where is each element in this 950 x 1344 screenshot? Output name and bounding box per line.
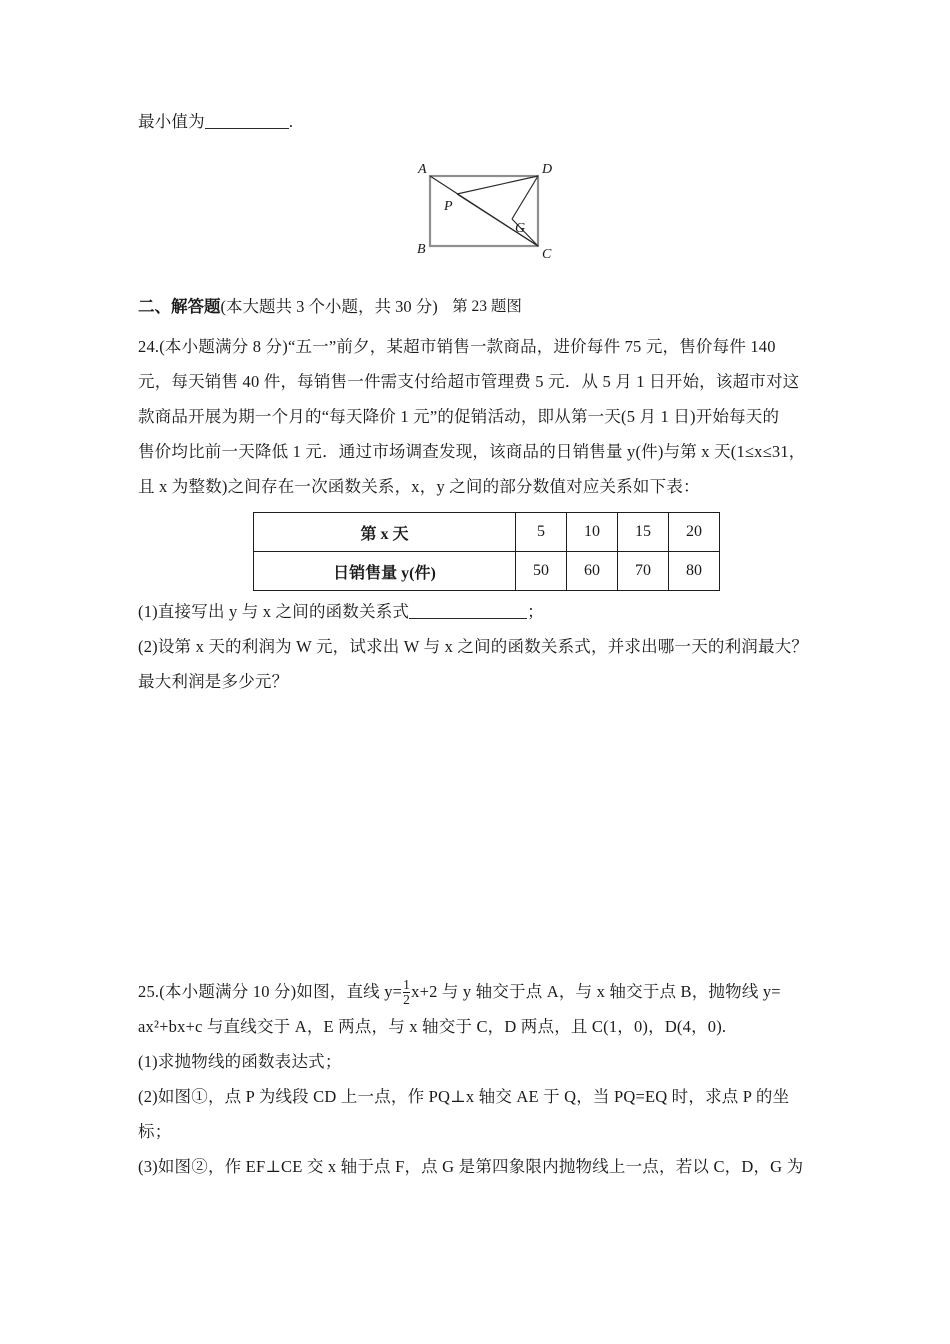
problem-24-sub-1 [138, 594, 814, 629]
table-cell-y-1: 60 [567, 552, 618, 591]
table-cell-x-0: 5 [516, 513, 567, 552]
problem-24-sub-2-line-2: 最大利润是多少元？ [138, 672, 289, 691]
problem-25-line-2: ax²+bx+c 与直线交于 A，E 两点，与 x 轴交于 C，D 两点，且 C(1，0)，D(4，0). [138, 1017, 727, 1036]
problem-24-sub-1-end: ； [527, 602, 544, 621]
problem-24-subquestions [138, 594, 814, 699]
problem-24-line-3: 款商品开展为期一个月的“每天降价 1 元”的促销活动，即从第一天(5 月 1 日)开始每天的 [138, 407, 780, 426]
problem-25-sub-2-line-1 [138, 1079, 814, 1114]
question-23-tail-period: . [288, 112, 294, 131]
problem-24-sub-2-line-1 [138, 629, 814, 664]
vertex-label-a: A [418, 162, 427, 177]
table-cell-y-0: 50 [516, 552, 567, 591]
section-two-title: 解答题 [171, 297, 221, 316]
problem-24-sub-1-tag: (1) [138, 602, 158, 621]
question-23-tail [138, 104, 814, 139]
section-two-heading [138, 289, 814, 324]
problem-25-score-note: (本小题满分 10 分) [159, 982, 297, 1001]
page-content [138, 104, 814, 1176]
table-cell-x-2: 15 [618, 513, 669, 552]
fraction-denominator: 2 [403, 992, 411, 1008]
question-23-tail-text: 最小值为 [138, 112, 205, 131]
problem-24-line-4: 售价均比前一天降低 1 元．通过市场调查发现，该商品的日销售量 y(件)与第 x 天(1≤x≤31， [138, 442, 806, 461]
problem-24-sub-2-text-1: 设第 x 天的利润为 W 元，试求出 W 与 x 之间的函数关系式，并求出哪一天的利润最大？ [157, 637, 809, 656]
problem-25-sub-3-text-1: 如图②，作 EF⊥CE 交 x 轴于点 F，点 G 是第四象限内抛物线上一点，若以 C，D，G 为 [157, 1157, 804, 1176]
problem-24-table-wrap [253, 512, 720, 591]
section-two-number: 二、 [138, 297, 171, 316]
segment-gd [512, 176, 538, 219]
figure-23-caption: 第 23 题图 [452, 298, 522, 315]
problem-24-number: 24. [138, 337, 160, 356]
table-cell-x-3: 20 [669, 513, 720, 552]
answer-blank[interactable] [205, 128, 289, 129]
table-row-header-x: 第 x 天 [254, 513, 516, 552]
problem-24-line-2: 元，每天销售 40 件，每销售一件需支付给超市管理费 5 元．从 5 月 1 日开始，该超市对这 [138, 372, 800, 391]
table-row-x [254, 513, 720, 552]
problem-24-body-1: “五一”前夕，某超市销售一款商品，进价每件 75 元，售价每件 140 [287, 337, 776, 356]
problem-25-sub-2-tag: (2) [138, 1087, 158, 1106]
problem-24-sub-2-tag: (2) [138, 637, 158, 656]
problem-25-sub-3-line-1 [138, 1149, 814, 1184]
problem-24 [138, 329, 814, 504]
problem-25-line-1 [138, 974, 814, 1009]
problem-24-line-5: 且 x 为整数)之间存在一次函数关系，x，y 之间的部分数值对应关系如下表： [138, 477, 700, 496]
table-cell-y-3: 80 [669, 552, 720, 591]
problem-25-intro-lead: 如图，直线 y= [296, 982, 403, 1001]
problem-25-sub-2-text-1: 如图①，点 P 为线段 CD 上一点，作 PQ⊥x 轴交 AE 于 Q，当 PQ=EQ 时，求点 P 的坐 [157, 1087, 790, 1106]
problem-24-line-1 [138, 329, 814, 364]
problem-25-sub-2-line-2: 标； [138, 1122, 172, 1141]
fraction-numerator: 1 [403, 977, 411, 993]
figure-23-canvas [138, 148, 814, 288]
table-row-y [254, 552, 720, 591]
problem-24-sub-1-blank[interactable] [409, 618, 527, 619]
problem-25 [138, 974, 814, 1184]
vertex-label-b: B [417, 242, 426, 257]
problem-24-score-note: (本小题满分 8 分) [159, 337, 288, 356]
problem-25-sub-1-tag: (1) [138, 1052, 158, 1071]
problem-25-sub-3-tag: (3) [138, 1157, 158, 1176]
sales-data-table [253, 512, 720, 591]
table-row-header-y: 日销售量 y(件) [254, 552, 516, 591]
problem-25-number: 25. [138, 982, 160, 1001]
vertex-label-c: C [542, 247, 552, 262]
figure-23-svg [138, 148, 814, 288]
segment-pd [457, 176, 538, 194]
problem-24-sub-1-text: 直接写出 y 与 x 之间的函数关系式 [157, 602, 410, 621]
vertex-label-p: P [444, 199, 453, 214]
vertex-label-d: D [542, 162, 553, 177]
section-two-note: (本大题共 3 个小题，共 30 分) [220, 297, 438, 316]
problem-25-sub-1 [138, 1044, 814, 1079]
problem-25-sub-1-text: 求抛物线的函数表达式； [157, 1052, 342, 1071]
problem-25-intro-mid: x+2 与 y 轴交于点 A，与 x 轴交于点 B，抛物线 y= [411, 982, 781, 1001]
fraction-one-half [403, 978, 410, 1007]
vertex-label-g: G [515, 221, 526, 236]
table-cell-x-1: 10 [567, 513, 618, 552]
table-cell-y-2: 70 [618, 552, 669, 591]
segment-pc [457, 194, 538, 246]
